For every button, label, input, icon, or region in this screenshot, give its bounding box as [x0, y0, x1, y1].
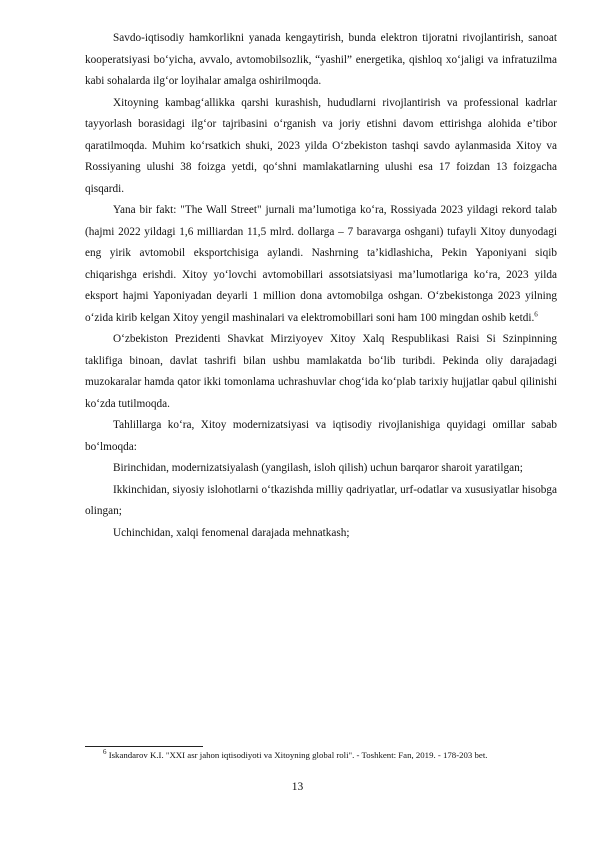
- paragraph-poverty: Xitoyning kambag‘allikka qarshi kurashish, hududlarni rivojlantirish va professional kadrlar tayyorlash borasidagi ilg‘or tajribasini o‘rganish va joriy etishni davom ettirishga alohida e’tibor qaratilmoqda. Muhim ko‘rsatkich shuki, 2023 yilda O‘zbekiston tashqi savdo aylanmasida Xitoy va Rossiyaning ulushi 38 foizga yetdi, qo‘shni mamlakatlarning ulushi esa 17 foizdan 13 foizgacha qisqardi.: [85, 96, 557, 195]
- document-body: [85, 28, 557, 544]
- paragraph-first: Birinchidan, modernizatsiyalash (yangilash, isloh qilish) uchun barqaror sharoit yaratilgan;: [113, 462, 523, 474]
- paragraph-trade: Savdo-iqtisodiy hamkorlikni yanada kengaytirish, bunda elektron tijoratni rivojlantirish, sanoat kooperatsiyasi bo‘yicha, avvalo, avtomobilsozlik, “yashil” energetika, qishloq xo‘jaligi va infratuzilma kabi sohalarda ilg‘or loyihalar amalga oshirilmoqda.: [85, 32, 557, 87]
- paragraph-state-visit: O‘zbekiston Prezidenti Shavkat Mirziyoyev Xitoy Xalq Respublikasi Raisi Si Szinpinning taklifiga binoan, davlat tashrifi bilan ushbu mamlakatda bo‘lib turibdi. Pekinda oliy darajadagi muzokaralar hamda qator ikki tomonlama uchrashuvlar chog‘ida ko‘plab tarixiy hujjatlar qabul qilinishi ko‘zda tutilmoqda.: [85, 333, 557, 410]
- paragraph-auto-export: [85, 200, 557, 329]
- paragraph-third: Uchinchidan, xalqi fenomenal darajada mehnatkash;: [113, 526, 350, 539]
- footnote-ref: 6: [534, 309, 538, 318]
- paragraph-auto-export-text: Yana bir fakt: "The Wall Street" jurnali ma’lumotiga ko‘ra, Rossiyada 2023 yildagi rekord talab (hajmi 2022 yildagi 1,6 milliardan 11,5 mlrd. dollarga – 7 baravarga oshgani) tufayli Xitoy dunyodagi eng yirik avtomobil eksportchisiga aylandi. Nashrning ta’kidlashicha, Pekin Yaponiyani siqib chiqarishga erishdi. Xitoy yo‘lovchi avtomobillari assotsiatsiyasi ma’lumotlariga ko‘ra, 2023 yilda eksport hajmi Yaponiyadan deyarli 1 million dona avtomobilga oshgan. O‘zbekistonga 2023 yilning o‘zida kirib kelgan Xitoy yengil mashinalari va elektromobillari soni ham 100 mingdan oshib ketdi.: [85, 204, 557, 324]
- footnote-separator: [85, 746, 203, 747]
- paragraph-factors: Tahlillarga ko‘ra, Xitoy modernizatsiyasi va iqtisodiy rivojlanishiga quyidagi omillar sabab bo‘lmoqda:: [85, 419, 557, 453]
- footnote: [85, 749, 557, 762]
- footnote-marker: 6: [103, 748, 107, 757]
- paragraph-second: Ikkinchidan, siyosiy islohotlarni o‘tkazishda milliy qadriyatlar, urf-odatlar va xususiyatlar hisobga olingan;: [85, 483, 557, 517]
- page-number: 13: [291, 781, 304, 793]
- footnote-text: Iskandarov K.I. "XXI asr jahon iqtisodiyoti va Xitoyning global roli". - Toshkent: Fan, 2019. - 178-203 bet.: [108, 750, 488, 760]
